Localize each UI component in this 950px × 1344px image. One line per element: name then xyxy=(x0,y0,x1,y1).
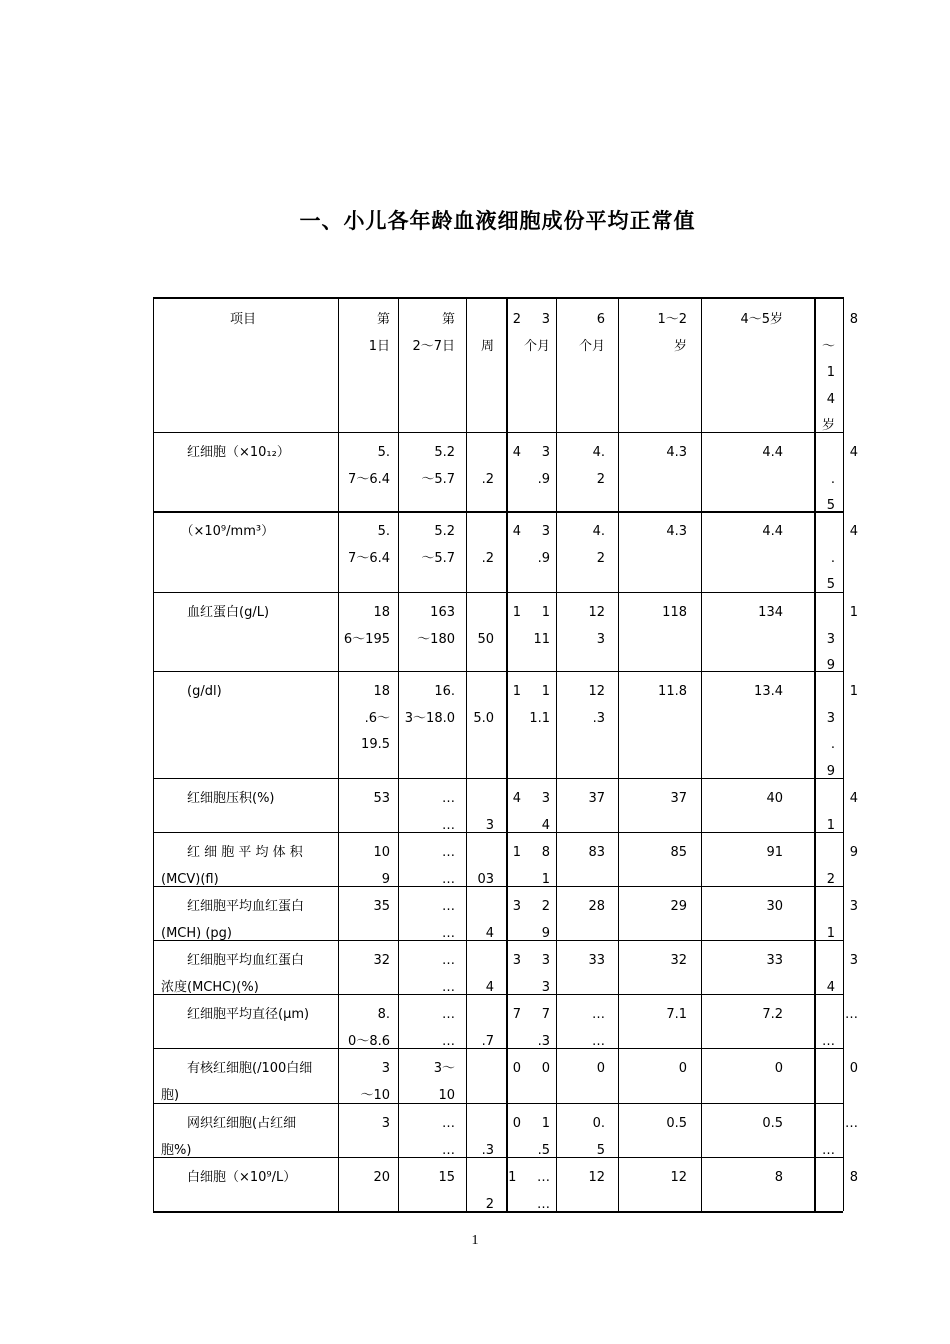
row-2-cell-c1: 5. 7～6.4 xyxy=(348,524,390,566)
header-cell-c5: 6 个月 xyxy=(578,312,605,354)
row-6-cell-c3: 03 xyxy=(477,871,494,887)
page-number: 1 xyxy=(471,1233,479,1248)
row-12-cell-c3: 2 xyxy=(485,1196,494,1212)
row-12-cell-c1: 20 xyxy=(373,1170,390,1185)
row-10-cell-c4: 0 0 xyxy=(512,1061,550,1076)
row-11-cell-c7: 0.5 xyxy=(762,1116,783,1131)
row-8-cell-c4: 3 3 3 xyxy=(512,953,550,995)
row-7-cell-c4: 3 2 9 xyxy=(512,899,550,941)
row-8-cell-c2: … … xyxy=(442,953,455,995)
row-10-cell-c6: 0 xyxy=(678,1061,687,1076)
header-cell-c3: 周 xyxy=(480,338,494,354)
row-12-cell-c9: 8 xyxy=(849,1170,858,1185)
row-3-label: 血红蛋白(g/L) xyxy=(161,605,270,620)
row-9-cell-c9: … xyxy=(845,1007,858,1022)
row-9-cell-c7: 7.2 xyxy=(762,1007,783,1022)
row-9-label: 红细胞平均直径(μm) xyxy=(161,1007,310,1022)
row-3-cell-c9: 1 xyxy=(849,605,858,620)
header-cell-c7: 4～5岁 xyxy=(740,312,783,327)
row-12-cell-c7: 8 xyxy=(774,1170,783,1185)
row-9-cell-c3: .7 xyxy=(481,1033,494,1049)
row-1-cell-c1: 5. 7～6.4 xyxy=(348,445,390,487)
header-cell-c4: 2 3 个月 xyxy=(512,312,550,354)
row-12-cell-c5: 12 xyxy=(588,1170,605,1185)
row-9-cell-c2: … … xyxy=(442,1007,455,1049)
header-cell-c8: ～ 1 4 岁 xyxy=(821,338,835,434)
row-3-cell-c6: 118 xyxy=(662,605,687,620)
table-rule xyxy=(153,298,843,299)
row-8-cell-c1: 32 xyxy=(373,953,390,968)
row-4-cell-c7: 13.4 xyxy=(754,684,783,699)
row-3-cell-c3: 50 xyxy=(477,631,494,647)
row-1-cell-c6: 4.3 xyxy=(666,445,687,460)
row-7-cell-c2: … … xyxy=(442,899,455,941)
row-5-cell-c3: 3 xyxy=(485,817,494,833)
row-12-cell-c6: 12 xyxy=(670,1170,687,1185)
row-6-cell-c8: 2 xyxy=(826,871,835,887)
row-1-cell-c9: 4 xyxy=(849,445,858,460)
row-5-cell-c1: 53 xyxy=(373,791,390,806)
row-4-cell-c6: 11.8 xyxy=(658,684,687,699)
row-10-cell-c1: 3 ～10 xyxy=(360,1061,390,1103)
row-7-cell-c1: 35 xyxy=(373,899,390,914)
row-7-cell-c5: 28 xyxy=(588,899,605,914)
row-10-cell-c5: 0 xyxy=(596,1061,605,1076)
row-10-cell-c7: 0 xyxy=(774,1061,783,1076)
header-cell-c2: 第 2～7日 xyxy=(412,312,455,354)
row-11-cell-c6: 0.5 xyxy=(666,1116,687,1131)
row-3-cell-c8: 3 9 xyxy=(826,631,835,674)
row-5-cell-c7: 40 xyxy=(766,791,783,806)
row-4-cell-c1: 18 .6～ 19.5 xyxy=(361,684,390,753)
row-9-cell-c1: 8. 0～8.6 xyxy=(348,1007,390,1049)
row-1-label: 红细胞（×10₁₂） xyxy=(161,445,290,460)
row-3-cell-c4: 1 1 11 xyxy=(512,605,550,647)
row-3-cell-c2: 163 ～180 xyxy=(417,605,455,647)
row-12-label: 白细胞（×10⁹/L） xyxy=(161,1170,297,1185)
row-6-cell-c6: 85 xyxy=(670,845,687,860)
row-8-cell-c9: 3 xyxy=(849,953,858,968)
row-2-cell-c7: 4.4 xyxy=(762,524,783,539)
row-7-cell-c7: 30 xyxy=(766,899,783,914)
row-5-cell-c8: 1 xyxy=(826,817,835,833)
row-7-cell-c3: 4 xyxy=(485,925,494,941)
row-4-cell-c3: 5.0 xyxy=(473,710,494,726)
row-8-label: 红细胞平均血红蛋白 浓度(MCHC)(%) xyxy=(161,953,305,995)
row-6-cell-c1: 10 9 xyxy=(373,845,390,887)
row-1-cell-c4: 4 3 .9 xyxy=(512,445,550,487)
row-2-cell-c3: .2 xyxy=(481,550,494,566)
row-11-cell-c8: … xyxy=(822,1142,835,1158)
row-8-cell-c5: 33 xyxy=(588,953,605,968)
row-11-cell-c9: … xyxy=(845,1116,858,1131)
row-6-label: 红 细 胞 平 均 体 积 (MCV)(fl) xyxy=(161,845,303,887)
row-12-cell-c2: 15 xyxy=(438,1170,455,1185)
row-4-cell-c2: 16. 3～18.0 xyxy=(404,684,455,726)
row-1-cell-c3: .2 xyxy=(481,471,494,487)
row-8-cell-c6: 32 xyxy=(670,953,687,968)
row-8-cell-c3: 4 xyxy=(485,979,494,995)
header-cell-c9: 8 xyxy=(849,312,858,327)
row-6-cell-c9: 9 xyxy=(849,845,858,860)
row-11-cell-c3: .3 xyxy=(481,1142,494,1158)
row-11-label: 网织红细胞(占红细 胞%) xyxy=(161,1116,297,1158)
row-6-cell-c5: 83 xyxy=(588,845,605,860)
row-1-cell-c2: 5.2 ～5.7 xyxy=(421,445,455,487)
header-label: 项目 xyxy=(230,312,257,327)
row-8-cell-c7: 33 xyxy=(766,953,783,968)
row-10-cell-c9: 0 xyxy=(849,1061,858,1076)
row-9-cell-c8: … xyxy=(822,1033,835,1049)
row-11-cell-c1: 3 xyxy=(381,1116,390,1131)
row-6-cell-c2: … … xyxy=(442,845,455,887)
row-8-cell-c8: 4 xyxy=(826,979,835,995)
row-2-cell-c5: 4. 2 xyxy=(592,524,605,566)
row-2-cell-c9: 4 xyxy=(849,524,858,539)
row-3-cell-c7: 134 xyxy=(758,605,783,620)
row-4-cell-c4: 1 1 1.1 xyxy=(512,684,550,726)
row-5-cell-c9: 4 xyxy=(849,791,858,806)
row-4-cell-c9: 1 xyxy=(849,684,858,699)
row-11-cell-c4: 0 1 .5 xyxy=(512,1116,550,1158)
row-2-cell-c4: 4 3 .9 xyxy=(512,524,550,566)
row-3-cell-c1: 18 6～195 xyxy=(343,605,390,647)
row-11-cell-c5: 0. 5 xyxy=(592,1116,605,1158)
row-7-label: 红细胞平均血红蛋白 (MCH) (pg) xyxy=(161,899,305,941)
row-7-cell-c9: 3 xyxy=(849,899,858,914)
row-2-cell-c8: . 5 xyxy=(826,550,835,593)
row-2-cell-c2: 5.2 ～5.7 xyxy=(421,524,455,566)
row-1-cell-c5: 4. 2 xyxy=(592,445,605,487)
row-4-label: (g/dl) xyxy=(161,684,222,699)
row-9-cell-c5: … … xyxy=(592,1007,605,1049)
row-5-cell-c2: … … xyxy=(442,791,455,833)
row-5-label: 红细胞压积(%) xyxy=(161,791,275,806)
row-10-cell-c2: 3～ 10 xyxy=(433,1061,455,1103)
row-12-cell-c4: 1 … … xyxy=(508,1170,550,1212)
row-5-cell-c4: 4 3 4 xyxy=(512,791,550,833)
row-2-label: （×10⁹/mm³） xyxy=(161,524,275,539)
table-border xyxy=(153,297,154,1211)
row-4-cell-c8: 3 . 9 xyxy=(826,710,835,779)
header-cell-c6: 1～2 岁 xyxy=(657,312,687,354)
row-5-cell-c6: 37 xyxy=(670,791,687,806)
row-4-cell-c5: 12 .3 xyxy=(588,684,605,726)
row-5-cell-c5: 37 xyxy=(588,791,605,806)
row-6-cell-c4: 1 8 1 xyxy=(512,845,550,887)
row-7-cell-c6: 29 xyxy=(670,899,687,914)
header-cell-c1: 第 1日 xyxy=(368,312,390,354)
row-1-cell-c7: 4.4 xyxy=(762,445,783,460)
row-10-label: 有核红细胞(/100白细 胞) xyxy=(161,1061,313,1103)
row-1-cell-c8: . 5 xyxy=(826,471,835,514)
row-11-cell-c2: … … xyxy=(442,1116,455,1158)
row-6-cell-c7: 91 xyxy=(766,845,783,860)
row-3-cell-c5: 12 3 xyxy=(588,605,605,647)
row-2-cell-c6: 4.3 xyxy=(666,524,687,539)
row-9-cell-c6: 7.1 xyxy=(666,1007,687,1022)
row-7-cell-c8: 1 xyxy=(826,925,835,941)
page-title: 一、小儿各年龄血液细胞成份平均正常值 xyxy=(299,209,696,233)
row-9-cell-c4: 7 7 .3 xyxy=(512,1007,550,1049)
